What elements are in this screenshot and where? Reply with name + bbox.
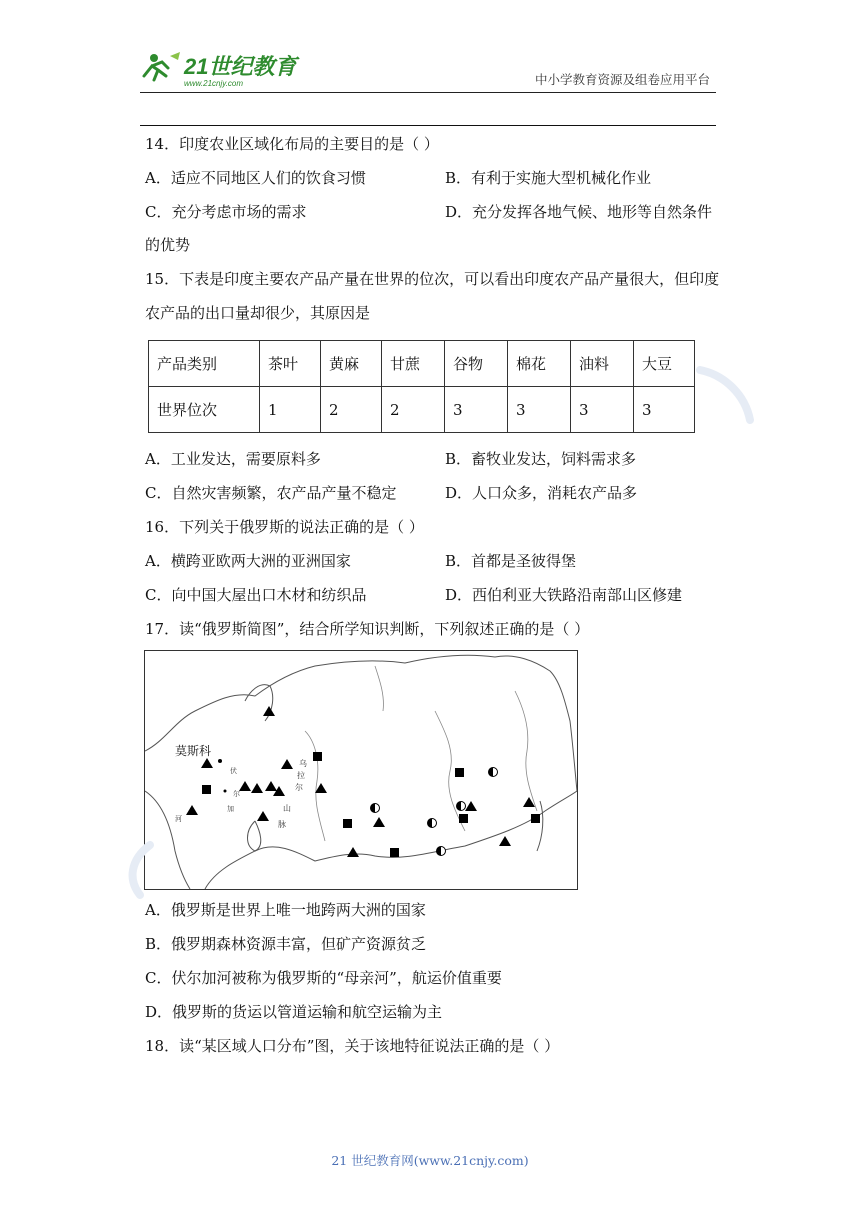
triangle-symbol xyxy=(201,758,213,768)
table-row xyxy=(149,387,695,433)
table-cell: 3 xyxy=(634,387,695,433)
map-label-ural-la: 拉 xyxy=(297,771,305,780)
russia-map xyxy=(144,650,578,890)
q15-option-c: C．自然灾害频繁，农产品产量不稳定 xyxy=(145,484,397,502)
triangle-symbol xyxy=(347,847,359,857)
triangle-symbol xyxy=(263,706,275,716)
q14-option-a: A．适应不同地区人们的饮食习惯 xyxy=(145,169,366,187)
logo-url: www.21cnjy.com xyxy=(184,79,243,88)
table-cell: 3 xyxy=(508,387,571,433)
q15-option-a: A．工业发达，需要原料多 xyxy=(145,450,321,468)
table-cell: 3 xyxy=(445,387,508,433)
square-symbol xyxy=(313,752,322,761)
triangle-symbol xyxy=(465,801,477,811)
square-symbol xyxy=(343,819,352,828)
q18-stem: 18．读“某区域人口分布”图，关于该地特征说法正确的是（ ） xyxy=(145,1037,560,1055)
table-cell: 世界位次 xyxy=(149,387,260,433)
q14-option-c: C．充分考虑市场的需求 xyxy=(145,203,307,221)
half-circle-symbol xyxy=(457,802,466,811)
coastline xyxy=(145,655,577,791)
map-label-volga-er: 尔 xyxy=(233,791,240,798)
map-label-ural-wu: 乌 xyxy=(299,759,307,768)
triangle-symbol xyxy=(265,781,277,791)
logo-text: 21世纪教育 xyxy=(184,54,297,79)
q14-option-d-continued: 的优势 xyxy=(145,236,191,254)
square-symbol xyxy=(455,768,464,777)
q15-option-d: D．人口众多，消耗农产品多 xyxy=(445,484,638,502)
triangle-symbol xyxy=(257,811,269,821)
half-circle-symbol xyxy=(437,847,446,856)
square-symbol xyxy=(531,814,540,823)
triangle-symbol xyxy=(186,805,198,815)
square-symbol xyxy=(202,785,211,794)
table-cell: 2 xyxy=(321,387,382,433)
square-symbol xyxy=(390,848,399,857)
map-label-ural-shan: 山 xyxy=(283,804,291,813)
table-cell: 3 xyxy=(571,387,634,433)
table-cell: 甘蔗 xyxy=(382,341,445,387)
table-cell: 茶叶 xyxy=(260,341,321,387)
table-cell: 谷物 xyxy=(445,341,508,387)
divider xyxy=(140,125,716,126)
city-dot xyxy=(218,759,222,763)
table-row xyxy=(149,341,695,387)
triangle-symbol xyxy=(373,817,385,827)
q17-option-d: D．俄罗斯的货运以管道运输和航空运输为主 xyxy=(145,1003,443,1021)
table-cell: 2 xyxy=(382,387,445,433)
q14-stem: 14．印度农业区域化布局的主要目的是（ ） xyxy=(145,135,439,153)
triangle-symbol xyxy=(499,836,511,846)
map-label-volga: 伏 xyxy=(230,768,237,775)
production-rank-table xyxy=(148,340,695,433)
map-label-ural-mai: 脉 xyxy=(278,820,286,829)
map-label-volga-he: 河 xyxy=(175,816,182,823)
q14-option-b: B．有利于实施大型机械化作业 xyxy=(445,169,652,187)
half-circle-symbol xyxy=(371,804,380,813)
map-label-volga-jia: 加 xyxy=(227,806,234,813)
header-platform-title: 中小学教育资源及组卷应用平台 xyxy=(534,72,710,87)
half-circle-symbol xyxy=(428,819,437,828)
q15-option-b: B．畜牧业发达，饲料需求多 xyxy=(445,450,637,468)
q17-option-a: A．俄罗斯是世界上唯一地跨两大洲的国家 xyxy=(145,901,426,919)
table-cell: 棉花 xyxy=(508,341,571,387)
triangle-symbol xyxy=(281,759,293,769)
q16-stem: 16．下列关于俄罗斯的说法正确的是（ ） xyxy=(145,518,424,536)
q17-option-c: C．伏尔加河被称为俄罗斯的“母亲河”，航运价值重要 xyxy=(145,969,502,987)
triangle-symbol xyxy=(239,781,251,791)
q16-option-a: A．横跨亚欧两大洲的亚洲国家 xyxy=(145,552,351,570)
q17-option-b: B．俄罗期森林资源丰富，但矿产资源贫乏 xyxy=(145,935,427,953)
triangle-symbol xyxy=(251,783,263,793)
table-cell: 产品类别 xyxy=(149,341,260,387)
square-symbol xyxy=(459,814,468,823)
q15-stem-line1: 15．下表是印度主要农产品产量在世界的位次，可以看出印度农产品产量很大，但印度 xyxy=(145,270,720,288)
table-cell: 黄麻 xyxy=(321,341,382,387)
map-label-ural-er: 尔 xyxy=(295,783,303,792)
logo xyxy=(140,46,310,90)
q17-stem: 17．读“俄罗斯简图”，结合所学知识判断，下列叙述正确的是（ ） xyxy=(145,620,590,638)
q16-option-d: D．西伯利亚大铁路沿南部山区修建 xyxy=(445,586,683,604)
watermark-arc xyxy=(120,840,160,900)
table-cell: 1 xyxy=(260,387,321,433)
q14-option-d: D．充分发挥各地气候、地形等自然条件 xyxy=(445,203,713,221)
table-cell: 大豆 xyxy=(634,341,695,387)
q16-option-b: B．首都是圣彼得堡 xyxy=(445,552,577,570)
q15-stem-line2: 农产品的出口量却很少，其原因是 xyxy=(145,304,371,322)
q16-option-c: C．向中国大屋出口木材和纺织品 xyxy=(145,586,367,604)
half-circle-symbol xyxy=(489,768,498,777)
page-footer: 21 世纪教育网(www.21cnjy.com) xyxy=(331,1153,529,1168)
page-header xyxy=(140,44,716,93)
map-label-moscow: 莫斯科 xyxy=(175,744,212,758)
table-cell: 油料 xyxy=(571,341,634,387)
watermark-arc xyxy=(690,360,760,430)
city-dot xyxy=(224,790,227,793)
